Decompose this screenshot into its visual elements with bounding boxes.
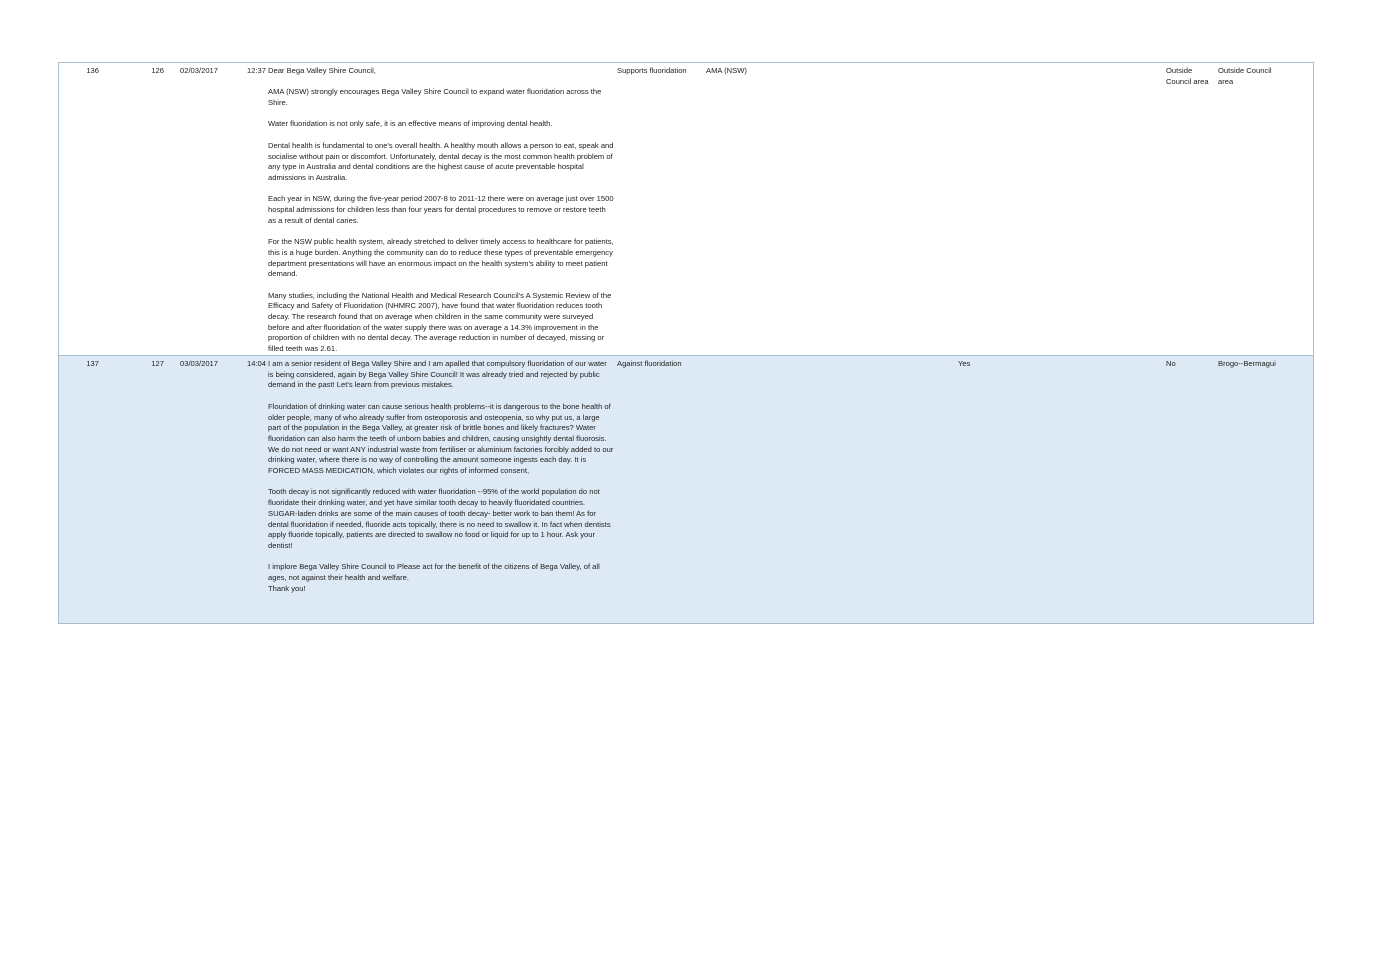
submission-id: 136: [86, 66, 99, 75]
submission-paragraph: I implore Bega Valley Shire Council to Please act for the benefit of the citizens of Bega Valley, of all ages, not against their health and welfare. Thank you!: [268, 562, 600, 593]
position-cell: Supports fluoridation: [617, 66, 687, 75]
submission-number: 126: [151, 66, 164, 75]
submission-paragraph: Tooth decay is not significantly reduced with water fluoridation --95% of the world population do not fluoridate their drinking water, and yet have similar tooth decay to heavily fluoridated countries. SUGAR-laden drinks are some of the main causes of tooth decay- better work to ban them! As for dental fluoridation if needed, fluoride acts topically, there is no need to swallow it. In fact when dentists apply fluoride topically, patients are directed to swallow no food or liquid for up to 1 hour. Ask your dentist!: [268, 487, 611, 550]
submission-paragraph: Water fluoridation is not only safe, it is an effective means of improving dental health.: [268, 119, 553, 129]
organisation-cell: AMA (NSW): [706, 66, 747, 75]
locality-cell: Brogo--Bermagui: [1218, 359, 1276, 368]
submission-text: [268, 359, 614, 594]
submission-number: 127: [151, 359, 164, 368]
submission-time: 14:04: [246, 359, 266, 368]
submission-date: 03/03/2017: [180, 359, 219, 368]
submission-paragraph: Many studies, including the National Health and Medical Research Council's A Systemic Review of the Efficacy and Safety of Fluoridation (NHMRC 2007), have found that water fluoridation reduces tooth decay. The research found that on average when children in the same community were surveyed before and after fluoridation of the water supply there was on average a 14.3% improvement in the proportion of children with no dental decay. The average reduction in number of decayed, missing or filled teeth was 2.61.: [268, 290, 612, 354]
submission-paragraph: AMA (NSW) strongly encourages Bega Valley Shire Council to expand water fluoridation across the Shire.: [268, 87, 602, 108]
submission-text: [268, 66, 614, 355]
resident-cell: Yes: [958, 359, 971, 368]
submission-paragraph: Flouridation of drinking water can cause serious health problems--it is dangerous to the bone health of older people, many of who already suffer from osteoporosis and osteopenia, so why put us, a large part of the population in the Bega Valley, at greater risk of brittle bones and likely fractures? Water fluoridation can also harm the teeth of unborn babies and children, causing unsightly dental fluorosis. We do not need or want ANY industrial waste from fertiliser or aluminium factories forcibly added to our drinking water, where there is no way of controlling the amount someone ingests each day. It is FORCED MASS MEDICATION, which violates our rights of informed consent,: [268, 401, 614, 476]
submission-paragraph: Each year in NSW, during the five-year period 2007-8 to 2011-12 there were on average just over 1500 hospital admissions for children less than four years for dental procedures to remove or restore teeth as a result of dental caries.: [268, 194, 614, 225]
submission-paragraph: Dental health is fundamental to one's overall health. A healthy mouth allows a person to eat, speak and socialise without pain or discomfort. Unfortunately, dental decay is the most common health problem of any type in Australia and dental conditions are the highest cause of acute preventable hospital admissions in Australia.: [268, 140, 614, 182]
table-row: [59, 356, 1313, 623]
submission-paragraph: For the NSW public health system, already stretched to deliver timely access to healthcare for patients, this is a huge burden. Anything the community can do to reduce these types of preventable emergency department presentations will have an enormous impact on the health system's ability to meet patient demand.: [268, 237, 614, 279]
submission-time: 12:37: [246, 66, 266, 75]
submission-paragraph: I am a senior resident of Bega Valley Shire and I am apalled that compulsory fluoridation of our water is being considered, again by Bega Valley Shire Council! It was already tried and rejected by public demand in the past! Let's learn from previous mistakes.: [268, 359, 607, 390]
submissions-table: [58, 62, 1314, 624]
position-cell: Against fluoridation: [617, 359, 682, 368]
ratepayer-cell: No: [1166, 359, 1176, 368]
locality-cell: Outside Council area: [1218, 66, 1272, 86]
submission-paragraph: Dear Bega Valley Shire Council,: [268, 66, 376, 75]
ratepayer-cell: Outside Council area: [1166, 66, 1209, 86]
submission-date: 02/03/2017: [180, 66, 219, 75]
submission-id: 137: [86, 359, 99, 368]
table-row: [59, 63, 1313, 356]
